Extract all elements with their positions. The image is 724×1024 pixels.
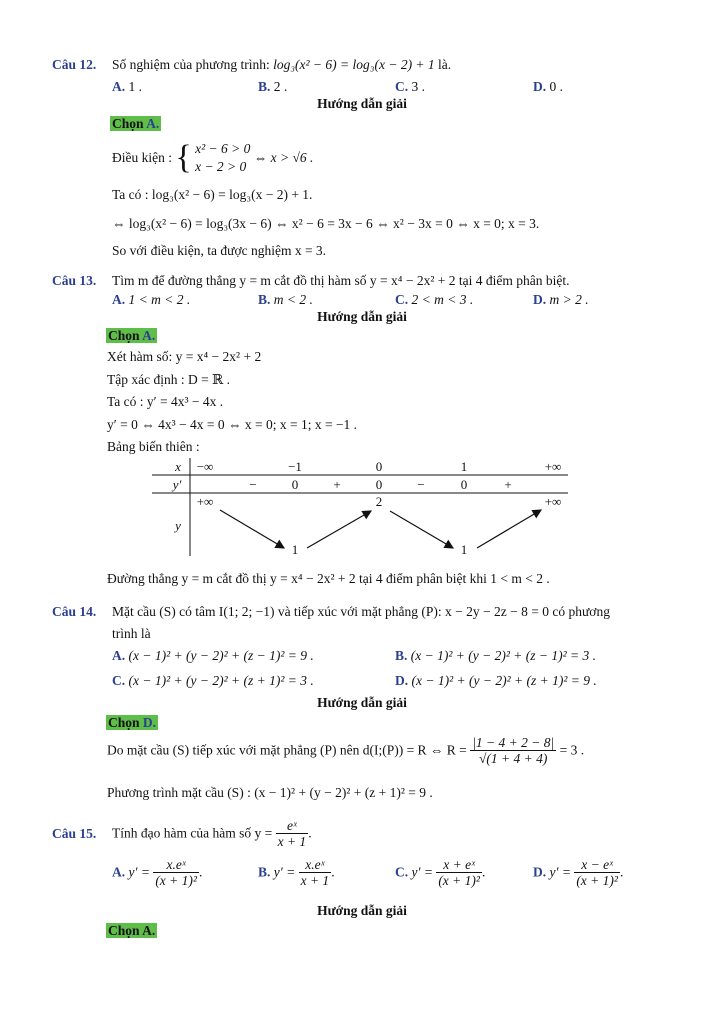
question-15-stem: Tính đạo hàm của hàm số y = $\frac{\text{eˣ}}{x + 1}$ . <box>112 818 312 849</box>
option-letter: B. <box>258 864 271 880</box>
option-prefix: y′ = <box>549 864 571 880</box>
q15-option-a[interactable]: A. y′ = $\frac{\text{x.eˣ}}{\text{(x + 1)²}}$ . <box>112 857 203 888</box>
fraction-denominator: x + 1 <box>300 873 330 888</box>
q15-option-d[interactable]: D. y′ = $\frac{\text{x − eˣ}}{\text{(x + 1)²}}$ . <box>533 857 624 888</box>
table-y-label: y <box>175 518 181 533</box>
table-yp-sign: − <box>417 477 425 492</box>
distance-result: = 3 . <box>559 742 585 758</box>
q14-option-d[interactable] <box>395 673 597 689</box>
fraction-numerator: x − eˣ <box>574 857 620 873</box>
option-letter: B. <box>395 648 408 663</box>
table-x-value: +∞ <box>544 459 562 474</box>
q12-option-c[interactable] <box>395 79 425 95</box>
condition-label: Điều kiện : <box>112 150 172 165</box>
option-letter: D. <box>533 864 547 880</box>
option-text: (x − 1)² + (y − 2)² + (z + 1)² = 3 . <box>128 673 314 688</box>
q14-distance-line <box>107 735 584 766</box>
fraction-denominator: (x + 1)² <box>576 873 618 888</box>
chon-text: Chọn <box>108 923 140 938</box>
q15-solution-heading: Hướng dẫn giải <box>317 903 407 918</box>
option-text: (x − 1)² + (y − 2)² + (z − 1)² = 3 . <box>410 648 597 663</box>
fraction-numerator: x + eˣ <box>436 857 482 873</box>
table-x-value: −∞ <box>196 459 214 474</box>
option-text: 3 . <box>411 79 425 94</box>
q15-option-b[interactable]: B. y′ = $\frac{\text{x.eˣ}}{x + 1}$ . <box>258 857 335 888</box>
option-letter: C. <box>395 292 409 307</box>
option-letter: D. <box>533 79 547 94</box>
option-letter: B. <box>258 79 271 94</box>
option-text: 2 < m < 3 . <box>411 292 474 307</box>
stem-fraction <box>276 818 309 849</box>
fraction-numerator: x.eˣ <box>153 857 199 873</box>
question-12-stem-text: Số nghiệm của phương trình: <box>112 57 270 72</box>
table-y-top: 2 <box>375 494 383 509</box>
chon-text: Chọn <box>108 328 140 343</box>
brace-icon: { <box>175 139 192 176</box>
q12-equivalence: ⇔ log₃(x² − 6) = log₃(3x − 6) ⇔ x² − 6 = 3x − 6 ⇔ x² − 3x = 0 ⇔ x = 0; x = 3. <box>112 216 540 231</box>
q14-answer-badge <box>106 715 158 731</box>
q12-answer-badge <box>110 116 161 132</box>
option-letter: A. <box>112 864 126 880</box>
q14-option-a[interactable] <box>112 648 314 664</box>
q15-option-c[interactable]: C. y′ = $\frac{\text{x + eˣ}}{\text{(x + 1)²}}$ . <box>395 857 486 888</box>
option-text: (x − 1)² + (y − 2)² + (z + 1)² = 9 . <box>411 673 597 688</box>
q13-option-a[interactable] <box>112 292 190 308</box>
option-letter: D. <box>533 292 547 307</box>
q12-solution-heading: Hướng dẫn giải <box>317 96 407 111</box>
option-letter: C. <box>395 79 409 94</box>
chon-answer: D. <box>142 715 157 730</box>
q12-option-b[interactable] <box>258 79 287 95</box>
q14-sphere-equation: Phương trình mặt cầu (S) : (x − 1)² + (y − 2)² + (z + 1)² = 9 . <box>107 785 433 800</box>
q13-line-function: Xét hàm số: y = x⁴ − 2x² + 2 <box>107 349 262 364</box>
table-yp-sign: + <box>504 477 512 492</box>
q12-conclusion: So với điều kiện, ta được nghiệm x = 3. <box>112 243 327 258</box>
q12-option-a[interactable] <box>112 79 142 95</box>
table-yp-zero: 0 <box>460 477 468 492</box>
q13-line-domain: Tập xác định : D = ℝ . <box>107 372 231 387</box>
distance-fraction <box>470 735 556 766</box>
option-prefix: y′ = <box>273 864 296 880</box>
arrow-down-icon <box>390 511 453 548</box>
option-text: 0 . <box>549 79 563 94</box>
q13-option-b[interactable] <box>258 292 313 308</box>
option-prefix: y′ = <box>411 864 433 880</box>
question-12-stem <box>112 57 451 73</box>
q15-answer-badge <box>106 923 157 939</box>
variation-table <box>150 456 570 561</box>
q13-solution-heading: Hướng dẫn giải <box>317 309 407 324</box>
option-text: 1 . <box>128 79 142 94</box>
table-yp-zero: 0 <box>291 477 299 492</box>
condition-line-1: x² − 6 > 0 <box>195 141 251 156</box>
table-yp-sign: − <box>249 477 257 492</box>
q14-option-b[interactable] <box>395 648 596 664</box>
q13-line-table-label: Bảng biến thiên : <box>107 439 200 454</box>
q12-option-d[interactable] <box>533 79 563 95</box>
condition-line-2: x − 2 > 0 <box>195 159 247 174</box>
q13-answer-badge <box>106 328 157 344</box>
q14-solution-heading: Hướng dẫn giải <box>317 695 407 710</box>
chon-answer: A. <box>142 923 156 938</box>
option-letter: A. <box>112 292 126 307</box>
chon-answer: A. <box>142 328 156 343</box>
option-text: (x − 1)² + (y − 2)² + (z − 1)² = 9 . <box>128 648 314 663</box>
table-x-value: 0 <box>375 459 383 474</box>
q12-taco: Ta có : log₃(x² − 6) = log₃(x − 2) + 1. <box>112 187 313 202</box>
arrow-down-icon <box>220 510 284 548</box>
question-13-stem: Tìm m để đường thẳng y = m cắt đồ thị hàm số y = x⁴ − 2x² + 2 tại 4 điểm phân biệt. <box>112 273 570 288</box>
question-14-stem-line-2: trình là <box>112 626 151 641</box>
table-y-bottom: 1 <box>460 542 468 557</box>
question-12-equation: log₃(x² − 6) = log₃(x − 2) + 1 <box>273 57 435 72</box>
option-text: 1 < m < 2 . <box>128 292 191 307</box>
option-prefix: y′ = <box>128 864 150 880</box>
distance-text: Do mặt cầu (S) tiếp xúc với mặt phẳng (P) nên d(I;(P)) = R ⇔ R = <box>107 742 467 758</box>
question-14-stem-line-1: Mặt cầu (S) có tâm I(1; 2; −1) và tiếp xúc với mặt phẳng (P): x − 2y − 2z − 8 = 0 có phương <box>112 604 610 619</box>
q13-conclusion: Đường thẳng y = m cắt đồ thị y = x⁴ − 2x² + 2 tại 4 điểm phân biệt khi 1 < m < 2 . <box>107 571 550 586</box>
fraction-denominator: √(1 + 4 + 4) <box>479 751 548 766</box>
table-x-value: −1 <box>288 459 302 474</box>
fraction-denominator: (x + 1)² <box>438 873 480 888</box>
fraction-numerator: |1 − 4 + 2 − 8| <box>472 735 555 750</box>
fraction-numerator: x.eˣ <box>299 857 332 873</box>
question-14-label: Câu 14. <box>52 604 97 619</box>
condition-system <box>195 140 250 176</box>
option-letter: A. <box>112 648 126 663</box>
question-13-label: Câu 13. <box>52 273 97 288</box>
table-x-value: 1 <box>460 459 468 474</box>
question-12-label: Câu 12. <box>52 57 97 72</box>
table-y-top: +∞ <box>196 494 214 509</box>
table-y-bottom: 1 <box>291 542 299 557</box>
arrow-up-icon <box>477 510 541 548</box>
question-12-stem-end: là. <box>438 57 452 72</box>
chon-text: Chọn <box>112 116 144 131</box>
table-y-top: +∞ <box>544 494 562 509</box>
q12-condition <box>112 140 313 176</box>
question-15-label: Câu 15. <box>52 826 97 841</box>
table-yp-zero: 0 <box>375 477 383 492</box>
fraction-denominator: (x + 1)² <box>155 873 197 888</box>
option-text: 2 . <box>273 79 288 94</box>
stem-text: Tính đạo hàm của hàm số y = <box>112 825 273 841</box>
option-letter: A. <box>112 79 126 94</box>
option-letter: D. <box>395 673 409 688</box>
q13-line-derivative: Ta có : y′ = 4x³ − 4x . <box>107 394 224 409</box>
option-letter: B. <box>258 292 271 307</box>
condition-result: ⇔ x > √6 . <box>253 150 314 165</box>
table-x-label: x <box>175 459 181 474</box>
q13-option-d[interactable] <box>533 292 589 308</box>
table-yp-sign: + <box>333 477 341 492</box>
option-letter: C. <box>395 864 409 880</box>
chon-text: Chọn <box>108 715 140 730</box>
q13-line-critical: y′ = 0 ⇔ 4x³ − 4x = 0 ⇔ x = 0; x = 1; x = −1 . <box>107 417 358 432</box>
chon-answer: A. <box>146 116 160 131</box>
q14-option-c[interactable] <box>112 673 314 689</box>
option-text: m < 2 . <box>273 292 313 307</box>
q13-option-c[interactable] <box>395 292 473 308</box>
option-letter: C. <box>112 673 126 688</box>
table-yp-label: y′ <box>172 477 182 492</box>
arrow-up-icon <box>307 511 371 548</box>
option-text: m > 2 . <box>549 292 589 307</box>
fraction-denominator: x + 1 <box>277 834 307 849</box>
fraction-numerator: eˣ <box>276 818 309 834</box>
